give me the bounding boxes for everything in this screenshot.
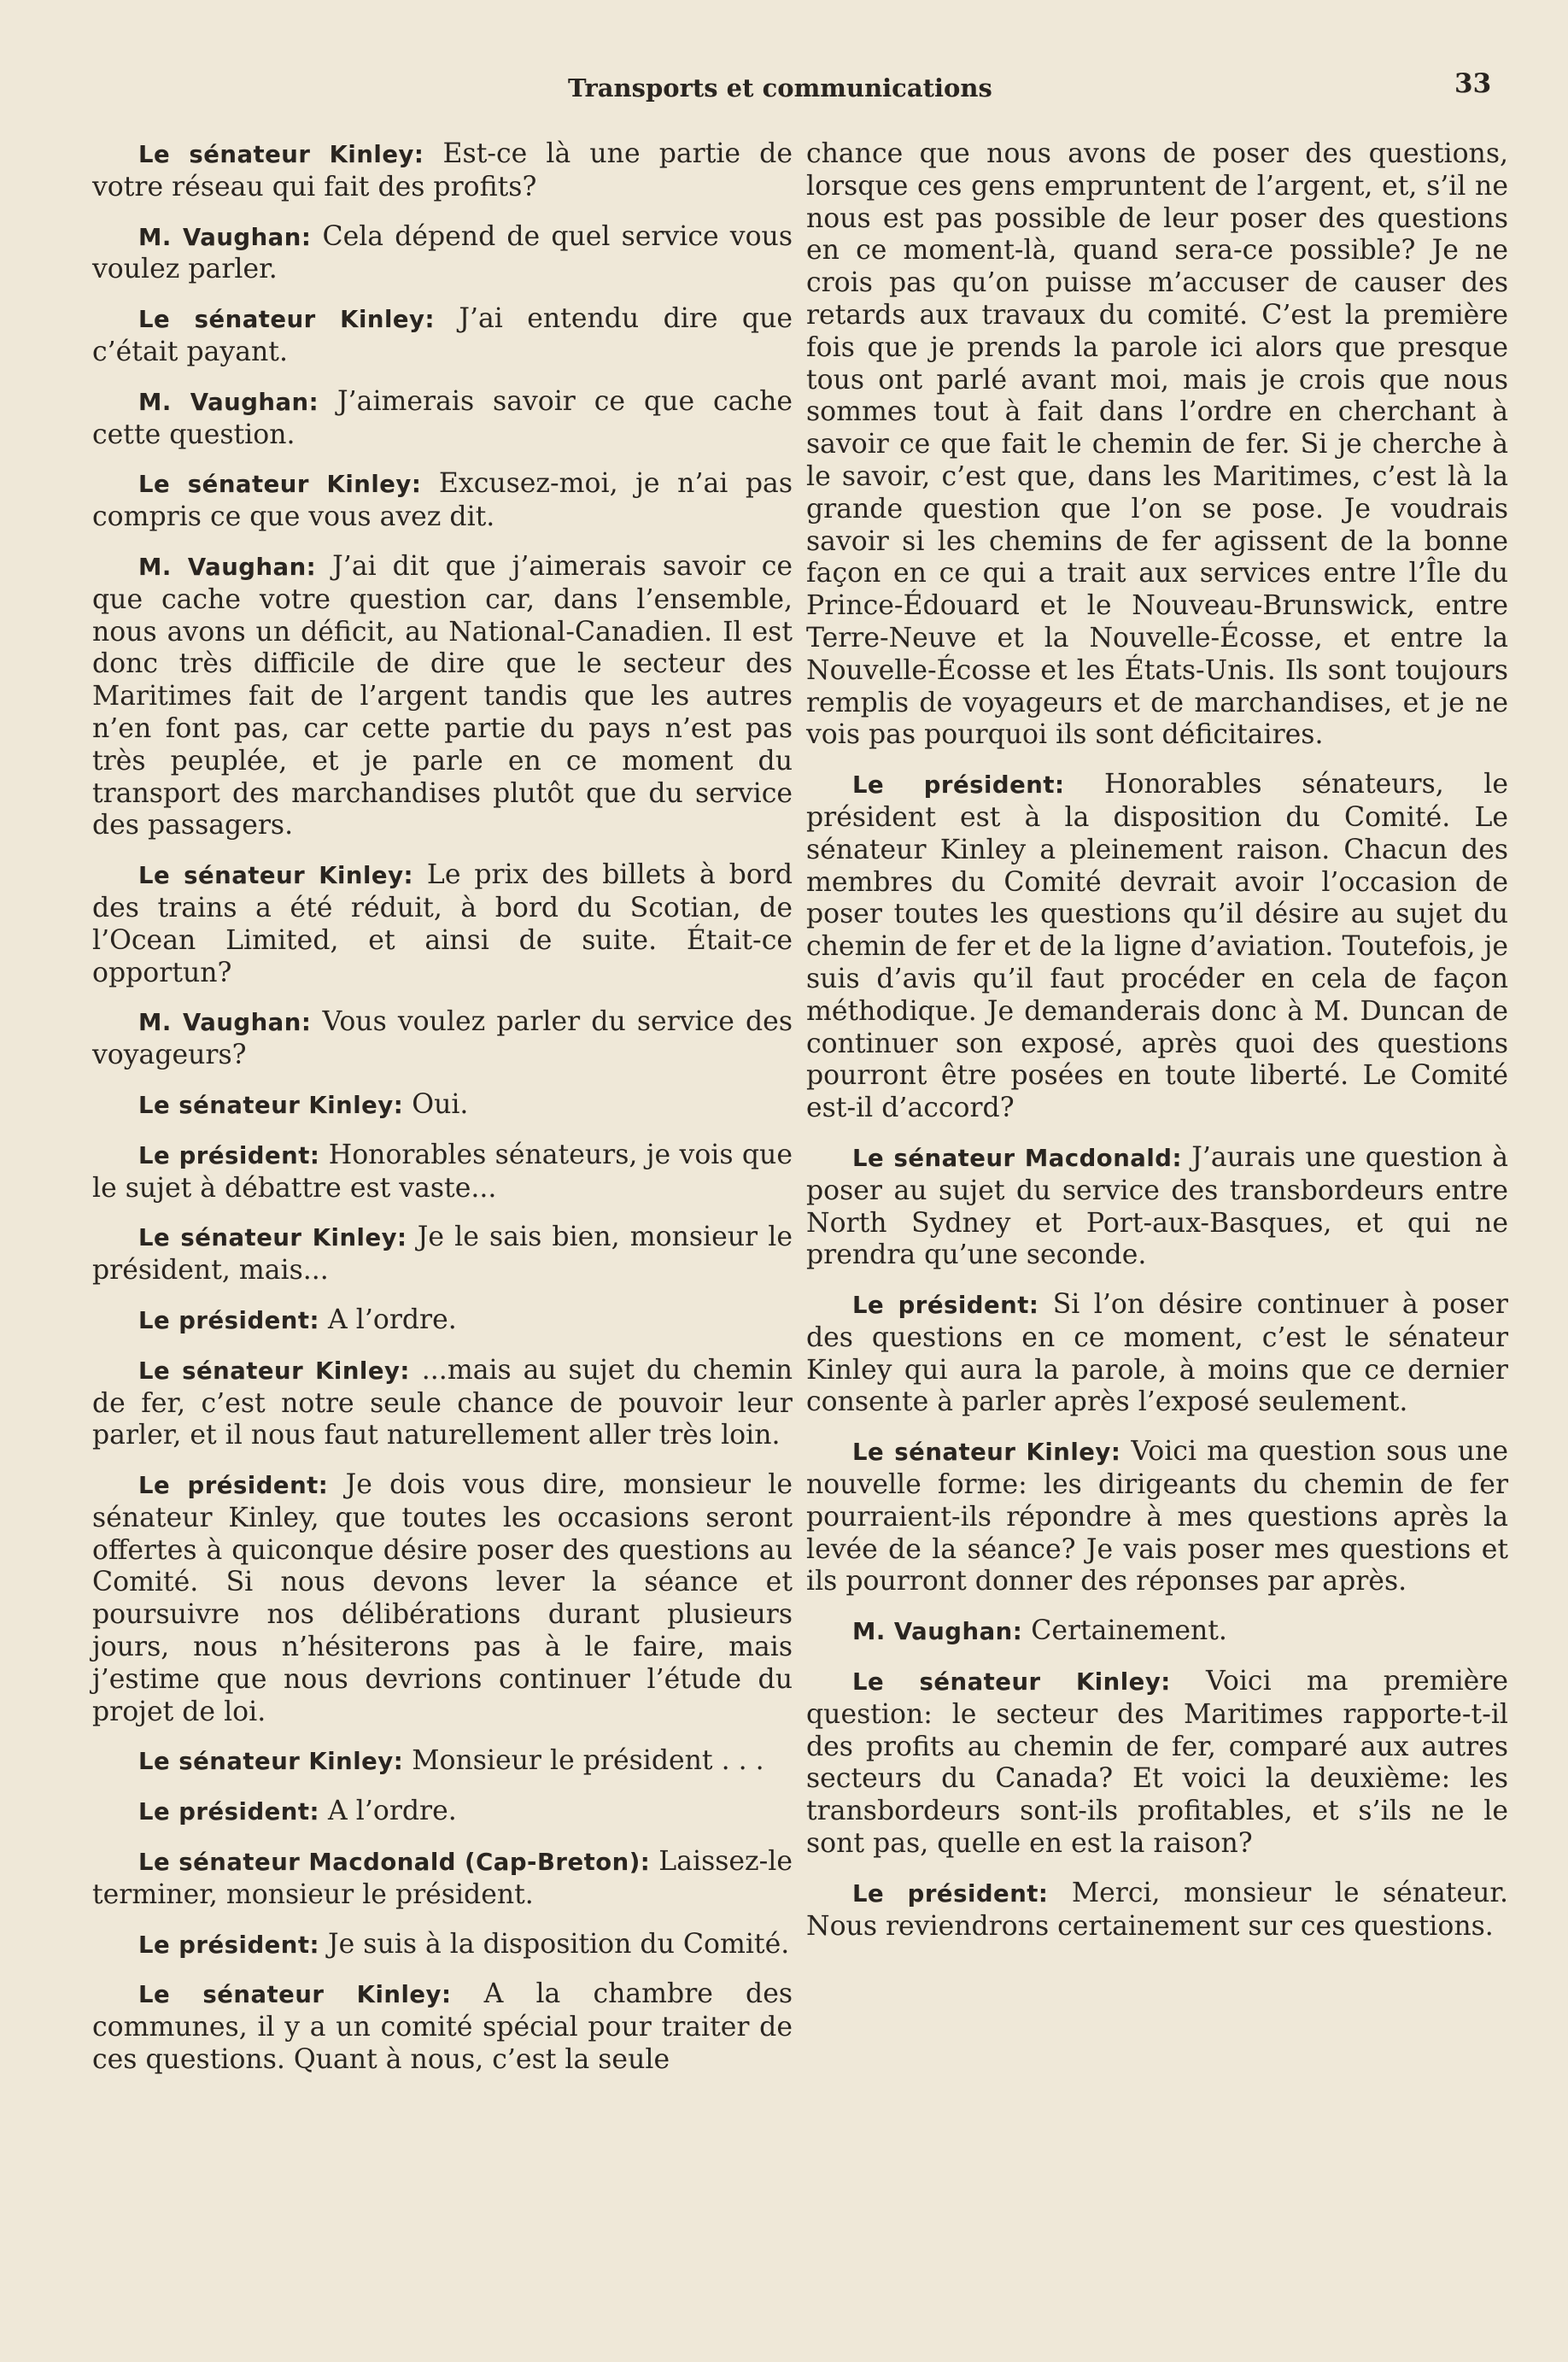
transcript-paragraph <box>92 1796 793 1829</box>
transcript-paragraph <box>92 1978 793 2076</box>
transcript-paragraph <box>92 1846 793 1912</box>
transcript-paragraph <box>92 138 793 204</box>
speaker-name: Le sénateur Kinley: <box>138 1981 452 2009</box>
speech-text: Cela dépend de quel service vous voulez parler. <box>92 220 793 285</box>
transcript-paragraph <box>92 1140 793 1205</box>
speech-text: Certainement. <box>1022 1615 1227 1647</box>
transcript-paragraph <box>806 1666 1508 1861</box>
speech-text: J’aimerais savoir ce que cache cette question. <box>92 385 793 450</box>
speaker-name: Le sénateur Kinley: <box>138 1091 404 1119</box>
speech-text: Je le sais bien, monsieur le président, mais... <box>92 1222 793 1286</box>
speaker-name: Le président: <box>852 771 1065 800</box>
right-column <box>806 138 1508 1960</box>
speaker-name: Le sénateur Kinley: <box>138 1357 410 1385</box>
speech-text: A la chambre des communes, il y a un comité spécial pour traiter de ces questions. Quant à nous, c’est la seule <box>92 1978 793 2076</box>
speaker-name: Le président: <box>138 1798 319 1826</box>
speaker-name: Le sénateur Kinley: <box>138 1748 404 1776</box>
speech-text: Monsieur le président . . . <box>403 1745 764 1777</box>
transcript-paragraph <box>92 1469 793 1728</box>
speaker-name: Le sénateur Kinley: <box>138 471 422 499</box>
speaker-name: Le président: <box>138 1306 319 1334</box>
speech-text: J’ai entendu dire que c’était payant. <box>92 303 793 367</box>
speaker-name: Le sénateur Macdonald: <box>852 1144 1182 1172</box>
speech-text: Si l’on désire continuer à poser des questions en ce moment, c’est le sénateur Kinley qui aura la parole, à moins que ce dernier consente à parler après l’exposé seulement. <box>806 1289 1508 1418</box>
transcript-paragraph <box>92 1929 793 1962</box>
transcript-paragraph <box>92 1355 793 1452</box>
transcript-paragraph <box>92 1006 793 1072</box>
speech-text: A l’ordre. <box>319 1796 457 1827</box>
transcript-paragraph <box>806 1289 1508 1419</box>
speaker-name: Le président: <box>852 1292 1039 1320</box>
speech-text: Laissez-le terminer, monsieur le président. <box>92 1846 793 1910</box>
speech-text: Honorables sénateurs, le président est à la disposition du Comité. Le sénateur Kinley a pleinement raison. Chacun des membres du Comité devrait avoir l’occasion de poser toutes les questions qu’il désire au sujet du chemin de fer et de la ligne d’aviation. Toutefois, je suis d’avis qu’il faut procéder en cela de façon méthodique. Je demanderais donc à M. Duncan de continuer son exposé, après quoi des questions pourront être posées en toute liberté. Le Comité est-il d’accord? <box>806 769 1508 1124</box>
speech-text: Est-ce là une partie de votre réseau qui fait des profits? <box>92 138 793 202</box>
speech-text: A l’ordre. <box>319 1304 457 1335</box>
transcript-paragraph <box>806 1142 1508 1272</box>
transcript-paragraph <box>92 1304 793 1338</box>
speech-text: Merci, monsieur le sénateur. Nous reviendrons certainement sur ces questions. <box>806 1877 1509 1942</box>
speaker-name: Le président: <box>852 1879 1049 1908</box>
speech-text: ...mais au sujet du chemin de fer, c’est notre seule chance de pouvoir leur parler, et il nous faut naturellement aller très loin. <box>92 1354 793 1451</box>
speaker-name: Le sénateur Kinley: <box>138 141 424 168</box>
speaker-name: M. Vaughan: <box>138 223 312 251</box>
speaker-name: Le président: <box>138 1472 329 1500</box>
speech-text: Voici ma question sous une nouvelle forme: les dirigeants du chemin de fer pourraient-ils répondre à mes questions après la levée de la séance? Je vais poser mes questions et ils pourront donner des réponses par après. <box>806 1436 1508 1597</box>
speaker-name: M. Vaughan: <box>138 388 319 416</box>
page-header <box>0 68 1568 111</box>
transcript-paragraph <box>806 138 1508 752</box>
speech-text: Voici ma première question: le secteur des Maritimes rapporte-t-il des profits au chemin de fer, comparé aux autres secteurs du Canada? Et voici la deuxième: les transbordeurs sont-ils profitables, et s’ils ne le sont pas, quelle en est la raison? <box>806 1666 1509 1860</box>
speech-text: Vous voulez parler du service des voyageurs? <box>92 1006 793 1071</box>
speaker-name: M. Vaughan: <box>852 1618 1023 1646</box>
speech-text: Le prix des billets à bord des trains a été réduit, à bord du Scotian, de l’Ocean Limited, et ainsi de suite. Était-ce opportun? <box>92 859 793 988</box>
transcript-paragraph <box>92 468 793 534</box>
speaker-name: Le président: <box>138 1141 320 1169</box>
transcript-paragraph <box>92 1222 793 1287</box>
speech-text: Honorables sénateurs, je vois que le sujet à débattre est vaste... <box>92 1139 793 1204</box>
speaker-name: M. Vaughan: <box>138 1009 312 1037</box>
speaker-name: Le sénateur Kinley: <box>852 1439 1121 1467</box>
speaker-name: Le sénateur Kinley: <box>138 1224 407 1252</box>
speech-text: J’ai dit que j’aimerais savoir ce que cache votre question car, dans l’ensemble, nous avons un déficit, au National-Canadien. Il est donc très difficile de dire que le secteur des Maritimes fait de l’argent tandis que les autres n’en font pas, car cette partie du pays n’est pas très peuplée, et je parle en ce moment du transport des marchandises plutôt que du service des passagers. <box>92 550 793 841</box>
speech-text: J’aurais une question à poser au sujet du service des transbordeurs entre North Sydney et Port-aux-Basques, et qui ne prendra qu’une seconde. <box>806 1141 1508 1271</box>
transcript-paragraph <box>92 221 793 287</box>
transcript-paragraph <box>806 1878 1508 1943</box>
speaker-name: Le sénateur Kinley: <box>852 1668 1171 1697</box>
transcript-paragraph <box>806 769 1508 1125</box>
transcript-paragraph <box>92 1089 793 1122</box>
speech-text: Excusez-moi, je n’ai pas compris ce que vous avez dit. <box>92 468 793 533</box>
transcript-paragraph <box>92 1745 793 1779</box>
running-title: Transports et communications <box>568 73 992 103</box>
transcript-paragraph <box>92 551 793 842</box>
speech-text: Je dois vous dire, monsieur le sénateur Kinley, que toutes les occasions seront offertes à quiconque désire poser des questions au Comité. Si nous devons lever la séance et poursuivre nos délibérations durant plusieurs jours, nous n’hésiterons pas à le faire, mais j’estime que nous devrions continuer l’étude du projet de loi. <box>92 1469 793 1727</box>
transcript-paragraph <box>92 859 793 989</box>
speaker-name: Le sénateur Macdonald (Cap-Breton): <box>138 1849 651 1877</box>
speech-text: Je suis à la disposition du Comité. <box>319 1928 790 1960</box>
transcript-paragraph <box>806 1436 1508 1598</box>
speaker-name: Le sénateur Kinley: <box>138 862 414 890</box>
speaker-name: Le sénateur Kinley: <box>138 306 435 334</box>
left-column <box>92 138 793 2094</box>
transcript-paragraph <box>92 303 793 369</box>
speaker-name: Le président: <box>138 1931 319 1959</box>
page-number: 33 <box>1454 68 1492 99</box>
transcript-paragraph <box>806 1615 1508 1649</box>
speech-text: chance que nous avons de poser des questions, lorsque ces gens empruntent de l’argent, et, s’il ne nous est pas possible de leur poser des questions en ce moment-là, quand sera-ce possible? Je ne crois pas qu’on puisse m’accuser de causer des retards aux travaux du comité. C’est la première fois que je prends la parole ici alors que presque tous ont parlé avant moi, mais je crois que nous sommes tout à fait dans l’ordre en cherchant à savoir ce que fait le chemin de fer. Si je cherche à le savoir, c’est que, dans les Maritimes, c’est là la grande question que l’on se pose. Je voudrais savoir si les chemins de fer agissent de la bonne façon en ce qui a trait aux services entre l’Île du Prince-Édouard et le Nouveau-Brunswick, entre Terre-Neuve et la Nouvelle-Écosse, et entre la Nouvelle-Écosse et les États-Unis. Ils sont toujours remplis de voyageurs et de marchandises, et je ne vois pas pourquoi ils sont déficitaires. <box>806 138 1508 751</box>
speaker-name: M. Vaughan: <box>138 553 317 581</box>
transcript-paragraph <box>92 386 793 452</box>
speech-text: Oui. <box>403 1088 469 1120</box>
